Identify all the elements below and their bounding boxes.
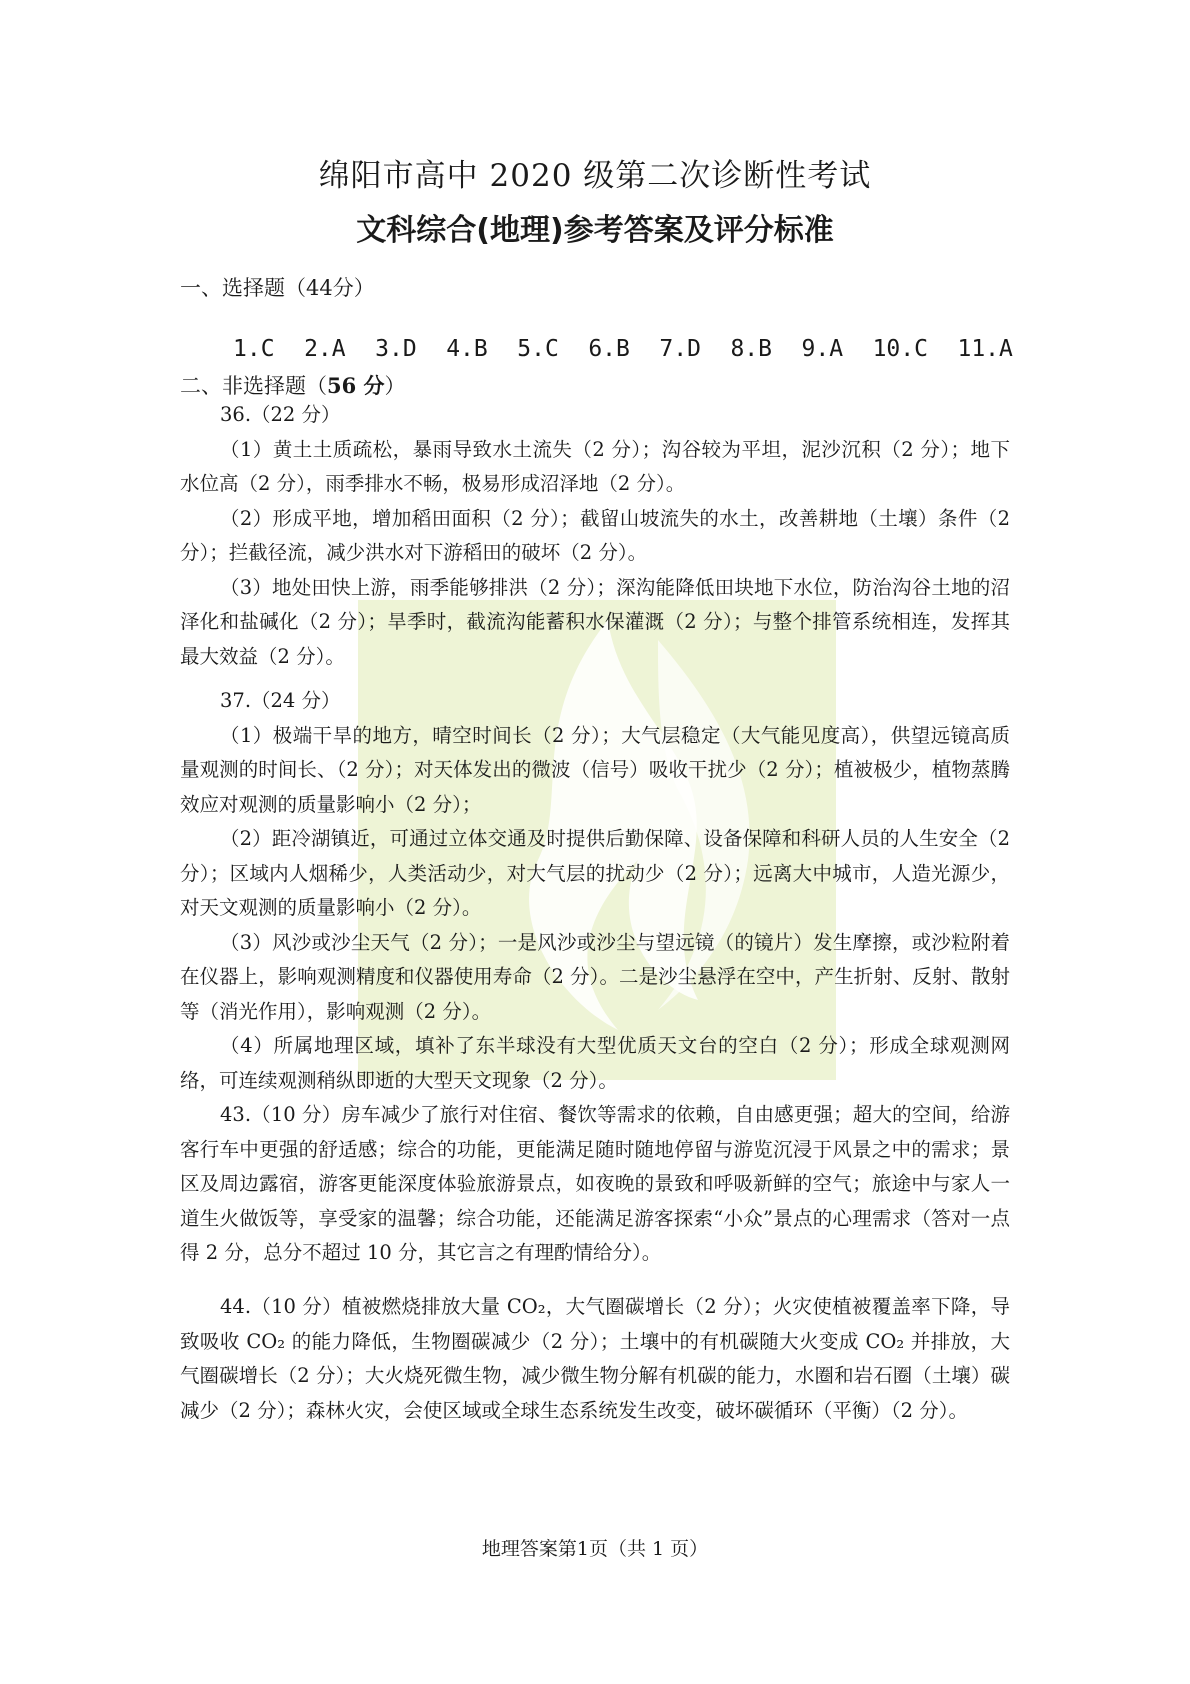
page-subtitle: 文科综合(地理)参考答案及评分标准 [356, 213, 834, 248]
answer-item: 1.C [233, 336, 275, 362]
question-36-part-3: （3）地处田快上游，雨季能够排洪（2 分）；深沟能降低田块地下水位，防治沟谷土地的沼泽化和盐碱化（2 分）；旱季时，截流沟能蓄积水保灌溉（2 分）；与整个排管系统相连，发挥其最大效益（2 分）。 [180, 575, 1010, 668]
answer-item: 7.D [659, 336, 701, 362]
answer-item: 2.A [304, 336, 346, 362]
answer-item: 4.B [446, 336, 488, 362]
answer-item: 8.B [730, 336, 772, 362]
question-37-part-1: （1）极端干旱的地方，晴空时间长（2 分）；大气层稳定（大气能见度高），供望远镜高质量观测的时间长、（2 分）；对天体发出的微波（信号）吸收干扰少（2 分）；植被极少，植物蒸腾效应对观测的质量影响小（2 分）； [180, 723, 1010, 816]
question-37-heading: 37.（24 分） [220, 689, 341, 712]
section-non-choice-label: 二、非选择题（ [180, 374, 327, 398]
question-36-heading: 36.（22 分） [220, 403, 341, 426]
section-non-choice-points: 56 分 [327, 373, 385, 398]
question-36-part-2: （2）形成平地，增加稻田面积（2 分）；截留山坡流失的水土，改善耕地（土壤）条件（2 分）；拦截径流，减少洪水对下游稻田的破坏（2 分）。 [180, 506, 1010, 564]
question-44 [180, 1290, 1010, 1428]
answer-item: 9.A [801, 336, 844, 362]
question-36-part-1: （1）黄土土质疏松，暴雨导致水土流失（2 分）；沟谷较为平坦，泥沙沉积（2 分）；地下水位高（2 分），雨季排水不畅，极易形成沼泽地（2 分）。 [180, 437, 1010, 495]
section-non-choice-heading [180, 370, 406, 400]
question-43 [180, 1098, 1010, 1271]
question-43-text: 43.（10 分）房车减少了旅行对住宿、餐饮等需求的依赖，自由感更强；超大的空间，给游客行车中更强的舒适感；综合的功能，更能满足随时随地停留与游览沉浸于风景之中的需求；景区及周边露宿，游客更能深度体验旅游景点，如夜晚的景致和呼吸新鲜的空气；旅途中与家人一道生火做饭等，享受家的温馨；综合功能，还能满足游客探索“小众”景点的心理需求（答对一点得 2 分，总分不超过 10 分，其它言之有理酌情给分）。 [180, 1103, 1010, 1264]
answer-key-row [233, 336, 1013, 362]
question-37-part-4: （4）所属地理区域，填补了东半球没有大型优质天文台的空白（2 分）；形成全球观测网络，可连续观测稍纵即逝的大型天文现象（2 分）。 [180, 1034, 1010, 1092]
question-37 [180, 684, 1010, 1098]
answer-item: 6.B [588, 336, 630, 362]
page-title: 绵阳市高中 2020 级第二次诊断性考试 [318, 158, 872, 194]
question-37-part-2: （2）距冷湖镇近，可通过立体交通及时提供后勤保障、设备保障和科研人员的人生安全（2 分）；区域内人烟稀少，人类活动少，对大气层的扰动少（2 分）；远离大中城市，人造光源少，对天文观测的质量影响小（2 分）。 [180, 827, 1010, 919]
answer-item: 3.D [375, 336, 417, 362]
answer-item: 5.C [517, 336, 559, 362]
page-footer: 地理答案第1页（共 1 页） [481, 1538, 709, 1560]
question-37-part-3: （3）风沙或沙尘天气（2 分）；一是风沙或沙尘与望远镜（的镜片）发生摩擦，或沙粒附着在仪器上，影响观测精度和仪器使用寿命（2 分）。二是沙尘悬浮在空中，产生折射、反射、散射等（消光作用），影响观测（2 分）。 [180, 930, 1010, 1023]
answer-item: 10.C [872, 336, 928, 362]
answer-item: 11.A [957, 336, 1013, 362]
section-multiple-choice-heading: 一、选择题（44分） [180, 276, 375, 300]
section-non-choice-close: ） [384, 374, 406, 398]
question-44-text: 44.（10 分）植被燃烧排放大量 CO₂，大气圈碳增长（2 分）；火灾使植被覆盖率下降，导致吸收 CO₂ 的能力降低，生物圈碳减少（2 分）；土壤中的有机碳随大火变成 CO₂ 并排放，大气圈碳增长（2 分）；大火烧死微生物，减少微生物分解有机碳的能力，水圈和岩石圈（土壤）碳减少（2 分）；森林火灾，会使区域或全球生态系统发生改变，破坏碳循环（平衡）（2 分）。 [180, 1295, 1010, 1422]
question-36 [180, 398, 1010, 674]
